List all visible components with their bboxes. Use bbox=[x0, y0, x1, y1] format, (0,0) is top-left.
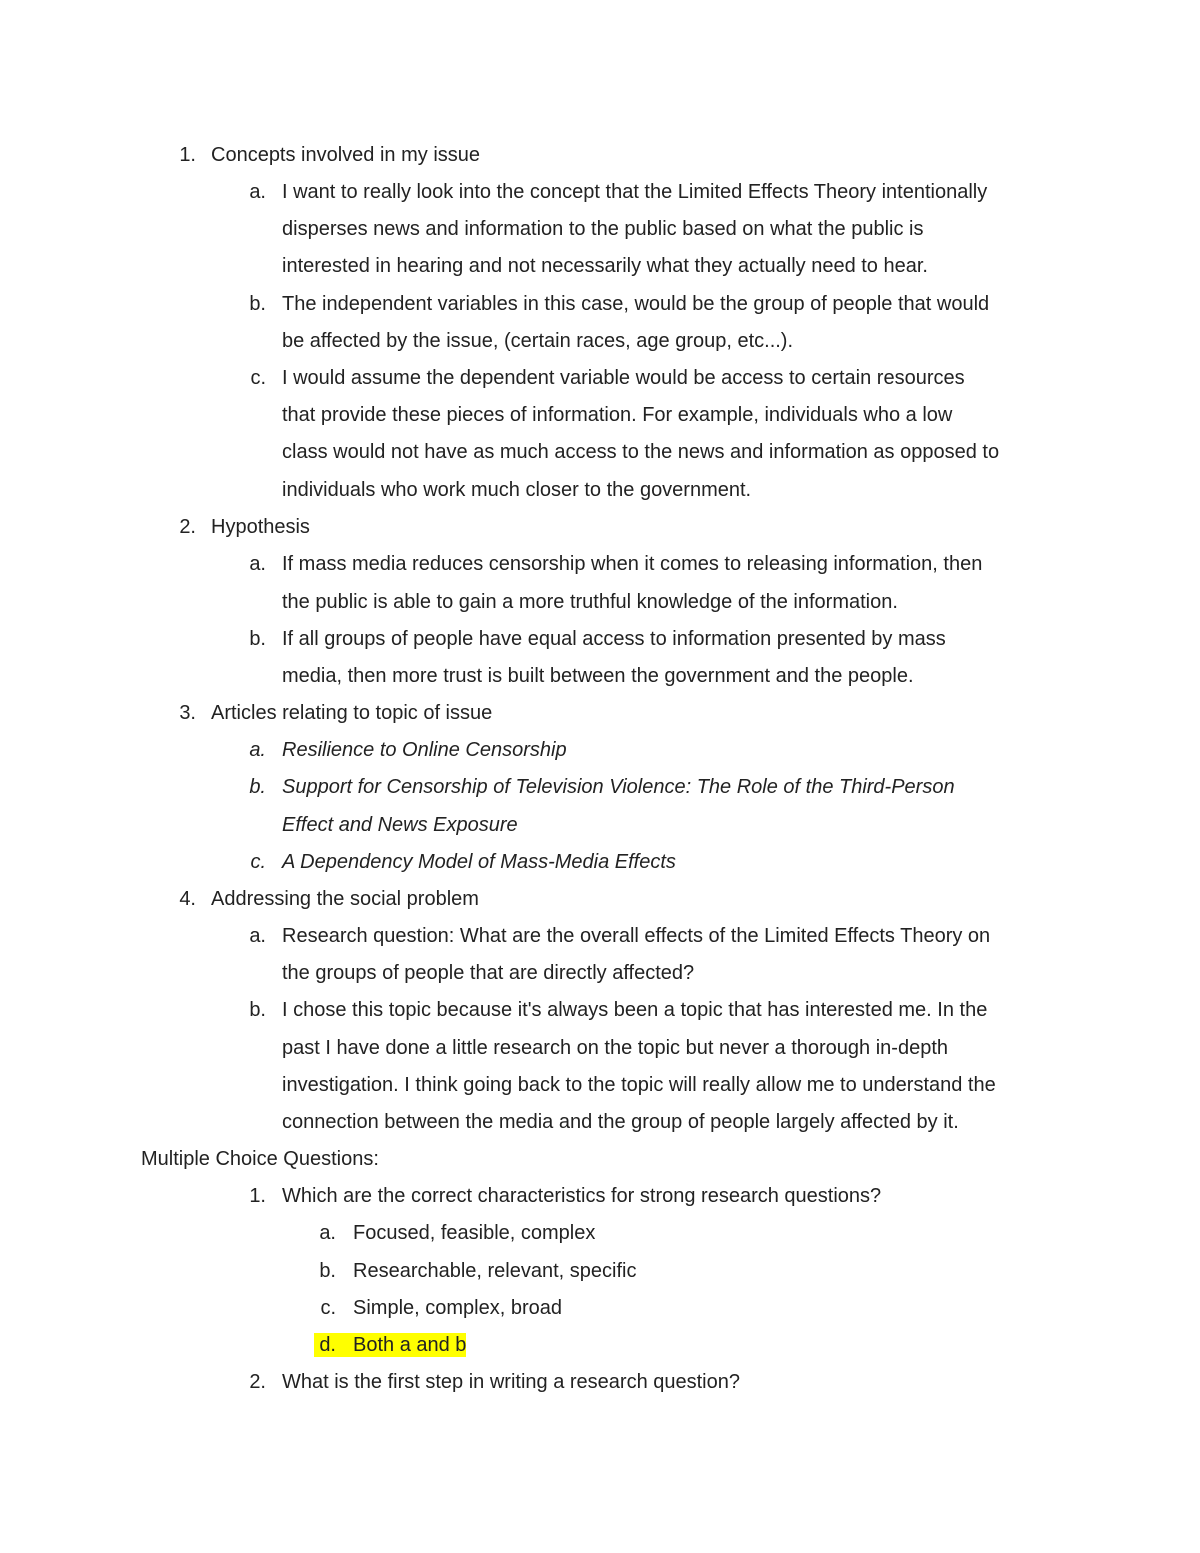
list-item bbox=[0, 515, 1200, 552]
list-item-continuation bbox=[0, 440, 1200, 477]
answer-text-correct: Both a and b bbox=[353, 1334, 467, 1356]
list-item bbox=[0, 180, 1200, 217]
list-item bbox=[0, 924, 1200, 961]
answer-option bbox=[0, 1296, 1200, 1333]
list-marker: 1. bbox=[179, 144, 196, 166]
list-marker: b. bbox=[319, 1260, 336, 1282]
list-item bbox=[0, 292, 1200, 329]
list-item bbox=[0, 775, 1200, 812]
section-heading bbox=[0, 1147, 1200, 1184]
list-item-text: I chose this topic because it's always been a topic that has interested me. In the bbox=[282, 999, 988, 1021]
list-item-continuation bbox=[0, 961, 1200, 998]
list-item bbox=[0, 701, 1200, 738]
list-item-text: that provide these pieces of information. For example, individuals who a low bbox=[282, 404, 953, 426]
list-marker: b. bbox=[249, 999, 266, 1021]
article-title: Support for Censorship of Television Violence: The Role of the Third-Person bbox=[282, 776, 955, 798]
list-item-text: investigation. I think going back to the topic will really allow me to understand the bbox=[282, 1074, 996, 1096]
answer-text: Simple, complex, broad bbox=[353, 1297, 562, 1319]
list-marker: b. bbox=[249, 293, 266, 315]
list-item-continuation bbox=[0, 590, 1200, 627]
list-item-text: I want to really look into the concept that the Limited Effects Theory intentionally bbox=[282, 181, 988, 203]
list-item bbox=[0, 627, 1200, 664]
question-item bbox=[0, 1184, 1200, 1221]
list-marker: 3. bbox=[179, 702, 196, 724]
list-marker: c. bbox=[320, 1297, 336, 1319]
list-item-text: Concepts involved in my issue bbox=[211, 144, 481, 166]
list-item-continuation bbox=[0, 329, 1200, 366]
answer-option bbox=[0, 1259, 1200, 1296]
list-item-text: connection between the media and the group of people largely affected by it. bbox=[282, 1111, 959, 1133]
list-marker: d. bbox=[314, 1333, 336, 1357]
list-marker: a. bbox=[249, 739, 266, 761]
list-item-text: If all groups of people have equal access to information presented by mass bbox=[282, 628, 946, 650]
answer-text: Focused, feasible, complex bbox=[353, 1222, 596, 1244]
list-item-continuation bbox=[0, 813, 1200, 850]
list-item bbox=[0, 887, 1200, 924]
list-item-text: I would assume the dependent variable would be access to certain resources bbox=[282, 367, 965, 389]
list-item-text: past I have done a little research on the topic but never a thorough in-depth bbox=[282, 1037, 948, 1059]
list-marker: b. bbox=[249, 776, 266, 798]
question-text: Which are the correct characteristics for strong research questions? bbox=[282, 1185, 882, 1207]
list-item-text: Articles relating to topic of issue bbox=[211, 702, 493, 724]
list-item-continuation bbox=[0, 403, 1200, 440]
list-item-continuation bbox=[0, 1073, 1200, 1110]
list-item-text: Hypothesis bbox=[211, 516, 310, 538]
list-item-text: Addressing the social problem bbox=[211, 888, 479, 910]
list-item-continuation bbox=[0, 478, 1200, 515]
list-marker: 2. bbox=[179, 516, 196, 538]
question-item bbox=[0, 1370, 1200, 1407]
highlight-gap bbox=[336, 1333, 353, 1357]
list-item-continuation bbox=[0, 664, 1200, 701]
list-item-text: The independent variables in this case, would be the group of people that would bbox=[282, 293, 990, 315]
list-item bbox=[0, 998, 1200, 1035]
list-marker: a. bbox=[319, 1222, 336, 1244]
list-marker: 1. bbox=[249, 1185, 266, 1207]
list-marker: 2. bbox=[249, 1371, 266, 1393]
list-item bbox=[0, 850, 1200, 887]
list-item-text: class would not have as much access to the news and information as opposed to bbox=[282, 441, 1000, 463]
list-marker: b. bbox=[249, 628, 266, 650]
list-item-text: interested in hearing and not necessarily what they actually need to hear. bbox=[282, 255, 928, 277]
list-item-text: disperses news and information to the public based on what the public is bbox=[282, 218, 924, 240]
list-item-text: media, then more trust is built between the government and the people. bbox=[282, 665, 914, 687]
list-item bbox=[0, 738, 1200, 775]
list-item-text: the groups of people that are directly affected? bbox=[282, 962, 695, 984]
list-marker: a. bbox=[249, 925, 266, 947]
article-title: Effect and News Exposure bbox=[282, 814, 518, 836]
list-item-continuation bbox=[0, 217, 1200, 254]
answer-text: Researchable, relevant, specific bbox=[353, 1260, 637, 1282]
list-item bbox=[0, 366, 1200, 403]
list-item-continuation bbox=[0, 254, 1200, 291]
list-item bbox=[0, 552, 1200, 589]
list-item-text: individuals who work much closer to the government. bbox=[282, 479, 752, 501]
article-title: A Dependency Model of Mass-Media Effects bbox=[282, 851, 676, 873]
list-item-continuation bbox=[0, 1110, 1200, 1147]
list-marker: a. bbox=[249, 181, 266, 203]
list-marker: 4. bbox=[179, 888, 196, 910]
list-marker: c. bbox=[250, 367, 266, 389]
section-heading-text: Multiple Choice Questions: bbox=[141, 1148, 379, 1170]
article-title: Resilience to Online Censorship bbox=[282, 739, 567, 761]
question-text: What is the first step in writing a research question? bbox=[282, 1371, 740, 1393]
list-item-text: If mass media reduces censorship when it comes to releasing information, then bbox=[282, 553, 983, 575]
list-item bbox=[0, 143, 1200, 180]
answer-option-highlighted bbox=[0, 1333, 1200, 1370]
list-item-text: the public is able to gain a more truthful knowledge of the information. bbox=[282, 591, 898, 613]
list-marker: a. bbox=[249, 553, 266, 575]
list-item-text: be affected by the issue, (certain races, age group, etc...). bbox=[282, 330, 794, 352]
list-item-continuation bbox=[0, 1036, 1200, 1073]
list-marker: c. bbox=[250, 851, 266, 873]
list-item-text: Research question: What are the overall effects of the Limited Effects Theory on bbox=[282, 925, 991, 947]
answer-option bbox=[0, 1221, 1200, 1258]
